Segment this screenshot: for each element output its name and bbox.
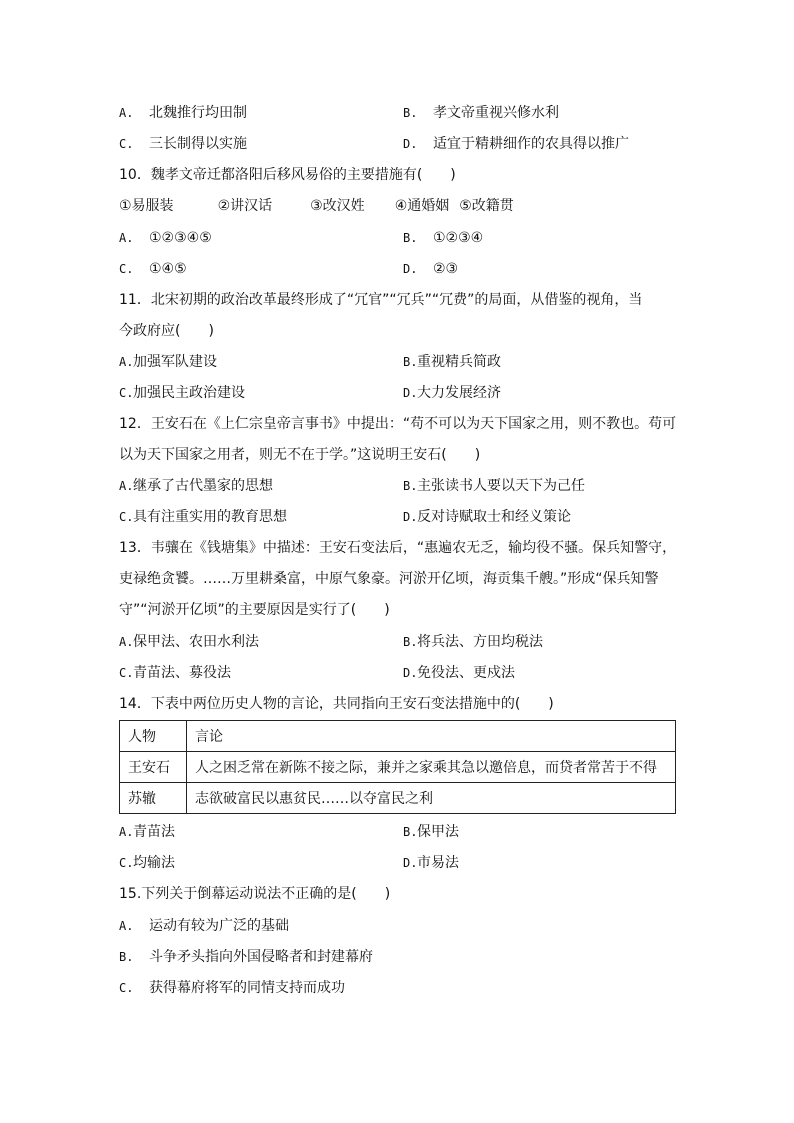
q12-stem-line2: 以为天下国家之用者，则无不在于学。”这说明王安石( ): [119, 447, 481, 463]
table-cell-quote: 人之困乏常在新陈不接之际，兼并之家乘其急以邀倍息，而贷者常苦于不得: [187, 752, 676, 783]
q13-option-b: B.将兵法、方田均税法: [403, 634, 543, 650]
q12-option-b: B.主张读书人要以天下为己任: [403, 478, 585, 494]
q15-option-a: A. 运动有较为广泛的基础: [119, 918, 289, 934]
q14-quote-table: [119, 720, 676, 814]
q12-option-c: C.具有注重实用的教育思想: [119, 509, 287, 525]
q9-option-b: B. 孝文帝重视兴修水利: [403, 105, 559, 121]
q11-option-b: B.重视精兵简政: [403, 354, 501, 370]
q13-option-c: C.青苗法、募役法: [119, 665, 231, 681]
q14-option-a: A.青苗法: [119, 824, 175, 840]
q10-item-1: ①易服装: [119, 198, 174, 214]
q11-option-a: A.加强军队建设: [119, 354, 217, 370]
table-header-row: [120, 721, 676, 752]
q9-option-a: A. 北魏推行均田制: [119, 105, 247, 121]
table-cell-person: 王安石: [120, 752, 187, 783]
q10-option-c: C. ①④⑤: [119, 261, 187, 277]
q10-items: [119, 196, 514, 216]
q11-option-c: C.加强民主政治建设: [119, 385, 245, 401]
q12-option-a: A.继承了古代墨家的思想: [119, 478, 273, 494]
q11-stem-line1: 11．北宋初期的政治改革最终形成了“冗官”“冗兵”“冗费”的局面，从借鉴的视角，当: [119, 292, 643, 308]
q9-option-d: D. 适宜于精耕细作的农具得以推广: [403, 136, 629, 152]
q14-option-b: B.保甲法: [403, 824, 459, 840]
q10-item-2: ②讲汉话: [217, 198, 273, 214]
q13-stem-line1: 13．韦骧在《钱塘集》中描述：王安石变法后，“惠遍农无乏，输均役不骚。保兵知警守，: [119, 540, 677, 556]
q11-option-d: D.大力发展经济: [403, 385, 501, 401]
q14-option-c: C.均输法: [119, 855, 175, 871]
q11-stem-line2: 今政府应( ): [119, 323, 214, 339]
q10-option-b: B. ①②③④: [403, 230, 484, 246]
q14-stem: 14．下表中两位历史人物的言论，共同指向王安石变法措施中的( ): [119, 696, 554, 712]
q12-option-d: D.反对诗赋取士和经义策论: [403, 509, 571, 525]
q10-item-3: ③改汉姓: [310, 198, 365, 214]
q13-option-d: D.免役法、更戍法: [403, 665, 515, 681]
table-cell-quote: 志欲破富民以惠贫民……以夺富民之利: [187, 783, 676, 814]
q13-stem-line2: 吏禄绝贪饕。……万里耕桑富，中原气象豪。河淤开亿顷，海贡集千艘。”形成“保兵知警: [119, 571, 659, 587]
q15-option-c: C. 获得幕府将军的同情支持而成功: [119, 980, 345, 996]
table-header-quote: 言论: [187, 721, 676, 752]
table-row: [120, 783, 676, 814]
q10-stem: 10．魏孝文帝迁都洛阳后移风易俗的主要措施有( ): [119, 167, 456, 183]
q9-option-c: C. 三长制得以实施: [119, 136, 247, 152]
q10-option-a: A. ①②③④⑤: [119, 230, 212, 246]
q15-option-b: B. 斗争矛头指向外国侵略者和封建幕府: [119, 949, 373, 965]
table-row: [120, 752, 676, 783]
q14-option-d: D.市易法: [403, 855, 459, 871]
q13-stem-line3: 守”“河淤开亿顷”的主要原因是实行了( ): [119, 602, 390, 618]
table-cell-person: 苏辙: [120, 783, 187, 814]
q13-option-a: A.保甲法、农田水利法: [119, 634, 259, 650]
table-header-person: 人物: [120, 721, 187, 752]
q10-item-5: ⑤改籍贯: [459, 198, 514, 214]
q15-stem: 15.下列关于倒幕运动说法不正确的是( ): [119, 886, 391, 902]
q12-stem-line1: 12．王安石在《上仁宗皇帝言事书》中提出：“苟不可以为天下国家之用，则不教也。苟可: [119, 416, 677, 432]
q10-item-4: ④通婚姻: [394, 198, 450, 214]
q10-option-d: D. ②③: [403, 261, 459, 277]
